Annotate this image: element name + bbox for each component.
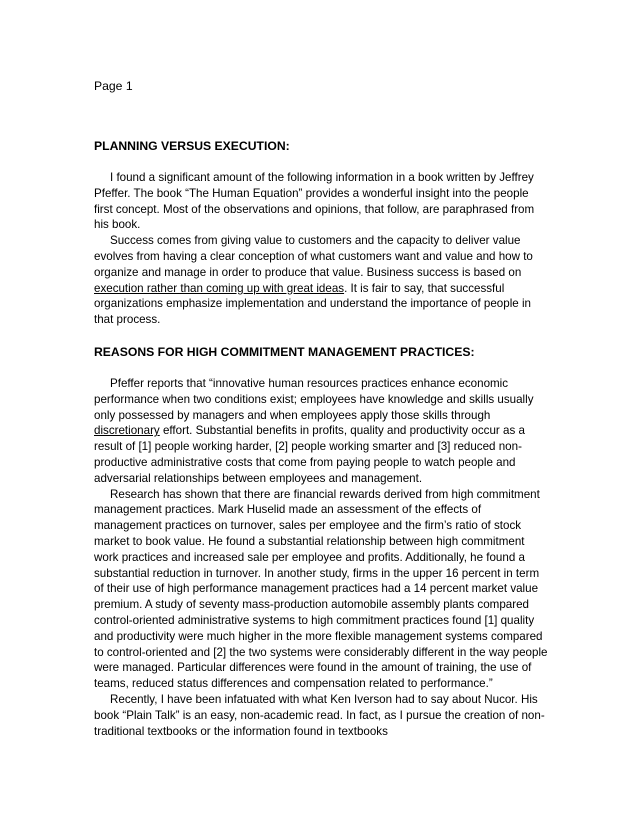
underlined-word: discretionary <box>94 424 160 438</box>
paragraph-text: effort. Substantial benefits in profits, quality and productivity occur as a result of [1] people working harder, [2] people working smarter and [3] reduced non-productive administrative costs that come from paying people to watch people and adversarial relationships between employees and management. <box>94 424 525 485</box>
document-body <box>94 78 550 739</box>
paragraph-iverson: Recently, I have been infatuated with what Ken Iverson had to say about Nucor. His book “Plain Talk” is an easy, non-academic read. In fact, as I pursue the creation of non-traditional textbooks or the information found in textbooks <box>94 692 545 738</box>
paragraph-text: Pfeffer reports that “innovative human resources practices enhance economic performance when two conditions exist; employees have knowledge and skills usually only possessed by managers and when employees apply those skills through <box>94 376 534 422</box>
paragraph-text: Success comes from giving value to customers and the capacity to deliver value evolves from having a clear conception of what customers want and value and how to organize and manage in order to produce that value. Business success is based on <box>94 234 533 279</box>
paragraph-pfeffer-reports <box>94 376 550 487</box>
paragraph-text: . It is fair to say, that successful organizations emphasize implementation and understand the importance of people in that process. <box>94 281 531 327</box>
underlined-phrase: execution rather than coming up with great ideas <box>94 281 345 295</box>
paragraph-success <box>94 233 550 328</box>
page-number: Page 1 <box>94 79 133 93</box>
paragraph-research: Research has shown that there are financial rewards derived from high commitment management practices. Mark Huselid made an assessment of the effects of management practices on turnover, sales per employee and the firm’s ratio of stock market to book value. He found a substantial relationship between high commitment work practices and increased sale per employee and profits. Additionally, he found a substantial reduction in turnover. In another study, firms in the upper 16 percent in term of their use of high performance management practices had a 14 percent market value premium. A study of seventy mass-production automobile assembly plants compared control-oriented administrative systems to high commitment practices found [1] quality and productivity were much higher in the more flexible management systems compared to control-oriented and [2] the two systems were considerably different in the way people were managed. Particular differences were found in the amount of training, the use of teams, reduced status differences and compensation related to performance.” <box>94 487 548 691</box>
section-heading-planning: PLANNING VERSUS EXECUTION: <box>94 139 290 153</box>
section-heading-reasons: REASONS FOR HIGH COMMITMENT MANAGEMENT PRACTICES: <box>94 344 475 359</box>
paragraph-pfeffer-intro: I found a significant amount of the following information in a book written by Jeffrey Pfeffer. The book “The Human Equation” provides a wonderful insight into the people first concept. Most of the observations and opinions, that follow, are paraphrased from his book. <box>94 171 535 232</box>
